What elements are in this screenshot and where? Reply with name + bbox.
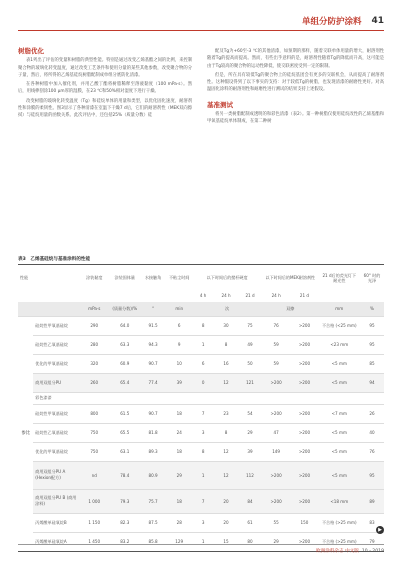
section-row (18, 392, 384, 404)
right-column (207, 48, 384, 128)
section-label: 彩色漆漆 (33, 392, 384, 404)
table-row: 商用双组分PU A (Hexion配方) nd 78.4 80.9 29 1 12 112 >200 >200 <5 mm 95 (18, 461, 384, 489)
page-header (302, 14, 384, 28)
unit-cell: mPa·s (79, 302, 110, 316)
table-row: 优化的甲氧基硅烷 320 60.9 90.7 10 6 16 50 59 >200 <5 mm 85 (18, 354, 384, 373)
row-name: 硅烷性乙氧基硅烷 (33, 423, 79, 442)
unit-cell: 双擦 (262, 302, 319, 316)
table-row: 商用双组分PU B (商用涂料) 1 000 79.3 75.7 18 7 20 84 >200 >200 <18 mm 89 (18, 489, 384, 513)
arrow-right-icon[interactable]: ▶ (376, 526, 384, 534)
table-row: 商用双组分PU 260 65.4 77.4 39 0 12 121 >200 >200 <5 mm 94 (18, 373, 384, 392)
header-contact-angle: 水接触角 (144, 275, 162, 281)
row-name: 商用双组分PU A (Hexion配方) (33, 461, 79, 489)
table-row: 硅烷性甲氧基硅烷 800 61.5 90.7 18 7 23 54 >200 >200 <7 mm 26 (18, 404, 384, 423)
page-footer (316, 548, 384, 554)
row-name: 丙烯酸单硅氧烷B (33, 513, 79, 532)
section-heading-benchmark: 基准测试 (207, 100, 233, 109)
subheader-21d: 21 d (245, 293, 255, 299)
header-gloss: 60° 时的光泽 (363, 272, 381, 283)
table-row: 参比 硅烷性甲氧基硅烷 290 64.0 91.5 6 8 30 75 76 >200 不合格 (<25 mm) 95 (18, 316, 384, 335)
subheader-24h: 24 h (221, 293, 231, 299)
header-mek-resistance: 以下时间后的MEK耐溶剂性 (265, 275, 316, 281)
paragraph: 配及Tg为+60至-3 ℃的其他清漆，如预期的那样，随着交联单体用量的增大，耐溶剂性随着Tg的提高而提高。然而，有些出乎意料的是，耐溶剂性随着Tg的降低而升高，这可能是由于Tg较高的聚合物的运动性降低，使交联密度受到一定的限制。 (207, 49, 384, 69)
magazine-name: 欧洲涂料杂志 中文版 (316, 549, 359, 554)
header-viscosity: 涂装黏度 (86, 275, 103, 281)
table-title: 表3 乙烯基硅烷与基准涂料的性能 (18, 257, 91, 262)
subheader-21d: 21 d (299, 293, 309, 299)
table-row: 丙烯酸单硅氧烷B 1 150 82.3 87.5 28 3 20 61 55 150 不合格 (>25 mm) 83 (18, 513, 384, 532)
header-solids: 涂装固体量 (114, 275, 135, 281)
table-row: 硅烷性乙氧基硅烷 280 63.3 94.3 9 1 8 49 59 >200 <23 mm 95 (18, 335, 384, 354)
footer-rule (18, 544, 384, 545)
page-number: 41 (371, 16, 384, 26)
row-name: 优化的甲氧基硅烷 (33, 442, 79, 461)
header-rule (18, 30, 384, 31)
paragraph: 但是，所在具有较低Tg的聚合物上的硅烷基团会有更多的交联机会，从而提高了耐溶剂性。这种假设得到了以下事实的支持：对于较低Tg的树脂，也发现清漆的耐磨性更好。对高温固化涂料的耐溶剂性和耐磨性进行测试的结果支持上述假设。 (207, 72, 384, 93)
table-row: 硅烷性乙氧基硅烷 750 65.5 81.8 24 3 8 29 47 >200 <5 mm 40 (18, 423, 384, 442)
unit-cell: (质量分数)/% (110, 302, 141, 316)
row-name: 丙烯酸单硅氧烷A (33, 532, 79, 551)
header-property: 性能 (20, 275, 29, 281)
paragraph: 将另一类树脂配制成透明的和彩色清漆（表2）。第一种树脂仅使用硅烷改性的乙烯基酯和甲氧基硅烷单体制成，在第二种树 (207, 112, 384, 125)
row-name: 商用双组分PU (33, 373, 79, 392)
paragraph: 在各种树脂中加入催化剂，并用乙酸丁酯将树脂稀释至溶液黏度（100 mPa·s）。然后，用线棒刮涂100 μm厚的湿膜，在23 ℃和50%相对湿度下进行干燥。 (18, 82, 192, 95)
subheader-4h: 4 h (199, 293, 207, 299)
row-name: 硅烷性甲氧基硅烷 (33, 404, 79, 423)
row-name: 硅烷性甲氧基硅烷 (33, 316, 79, 335)
row-name: 硅烷性乙氧基硅烷 (33, 335, 79, 354)
properties-table (18, 266, 384, 552)
header-dust-free-time: 不粘尘时间 (168, 275, 190, 281)
row-name: 优化的甲氧基硅烷 (33, 354, 79, 373)
table-top-rule (18, 264, 384, 265)
subheader-24h: 24 h (271, 293, 281, 299)
unit-cell: mm (319, 302, 360, 316)
header-pendulum-hardness: 以下时间后的摆杆硬度 (206, 275, 248, 281)
header-light-fastness: 21 d后的荧光灯下耐光性 (322, 272, 357, 283)
unit-cell: ° (140, 302, 166, 316)
paragraph: 改变树脂的玻璃化转变温度（Tg）和硅烷单体的用量和类型，以优化固化速度、耐溶剂性和涂膜的柔韧性。图3显示了各种清漆在室温下干燥7 d后，它们的耐溶剂性（MEK双向擦拭）与硅烷用量的函数关系。此次评估中，还包括25%（质量分数）硅 (18, 98, 192, 119)
left-column (18, 48, 192, 122)
table-row: 优化的甲氧基硅烷 750 63.1 89.3 18 8 12 39 149 >200 <5 mm 76 (18, 442, 384, 461)
row-name: 商用双组分PU B (商用涂料) (33, 489, 79, 513)
unit-cell: 次 (192, 302, 262, 316)
section-title: 单组分防护涂料 (301, 17, 362, 27)
paragraph: 表1列出了评估的变量和树脂的典型性能。特别是通过改变乙烯基酯之间的比例，来控制聚合物的玻璃化转变温度，通过改变工艺条件和使用分量的某些其他参数，改变聚合物的分子量，然后，将所得的乙烯基硅烷树脂配制成单组分底防化清漆。 (18, 58, 193, 78)
table-row: 丙烯酸单硅氧烷A 1 450 83.2 85.8 129 1 15 80 29 >200 不合格 (>25 mm) 79 (18, 532, 384, 551)
group-label: 参比 (18, 316, 33, 551)
unit-cell: min (166, 302, 192, 316)
unit-cell: % (360, 302, 384, 316)
issue-number: 10・2019 (361, 549, 384, 554)
section-heading-resin-optimization: 树脂优化 (18, 47, 44, 55)
